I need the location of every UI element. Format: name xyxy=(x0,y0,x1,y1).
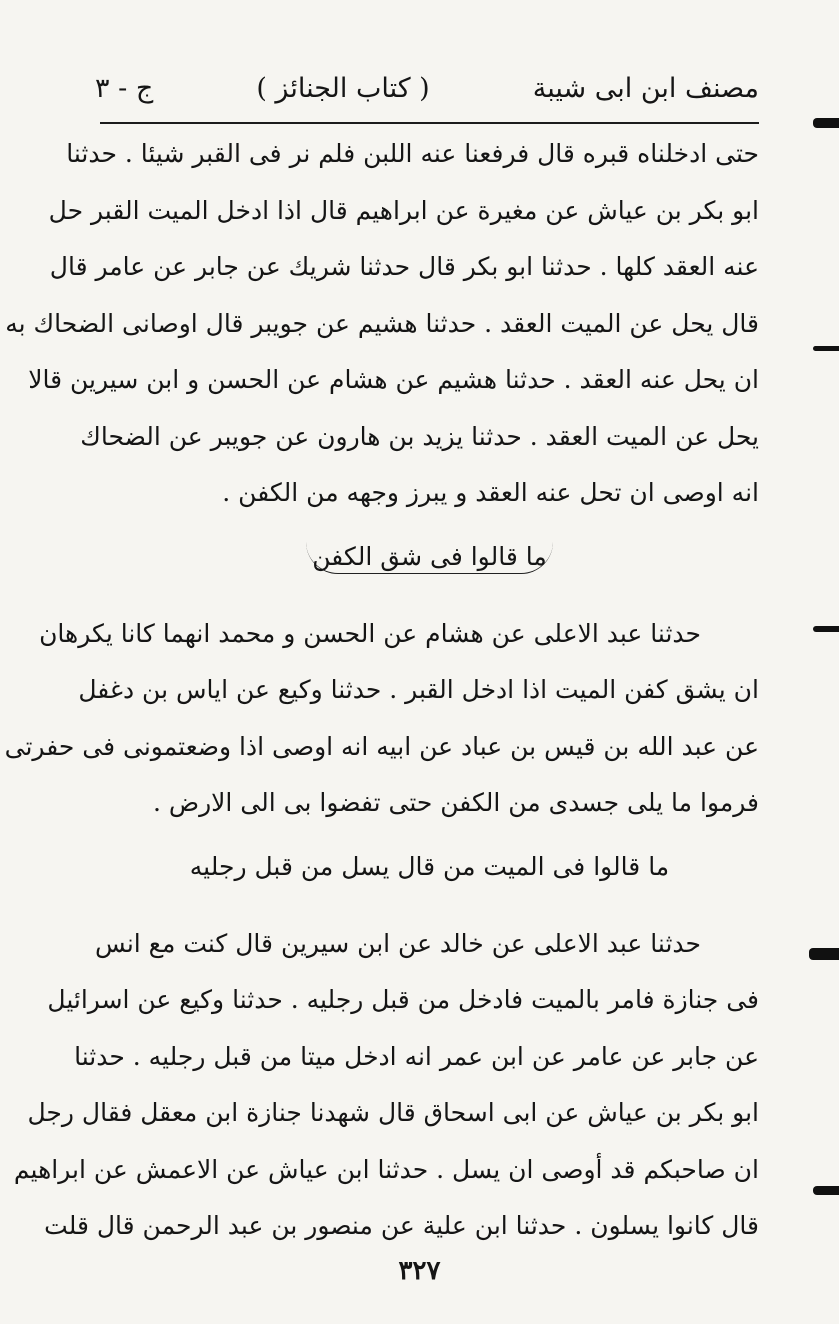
text-line: فى جنازة فامر بالميت فادخل من قبل رجليه . حدثنا وكيع عن اسرائيل xyxy=(47,985,759,1014)
page-header xyxy=(95,62,759,114)
spacer xyxy=(100,902,759,916)
text-line: حدثنا عبد الاعلى عن خالد عن ابن سيرين قال كنت مع انس xyxy=(94,928,701,958)
scan-edge-mark xyxy=(813,1186,839,1195)
text-line: ان يحل عنه العقد . حدثنا هشيم عن هشام عن الحسن و ابن سيرين قالا xyxy=(28,365,759,394)
text-line: حدثنا عبد الاعلى عن هشام عن الحسن و محمد انهما كانا يكرهان xyxy=(39,618,701,648)
text-line: يحل عن الميت العقد . حدثنا يزيد بن هارون عن جويبر عن الضحاك xyxy=(80,421,759,451)
header-rule xyxy=(100,122,759,124)
volume-number: ج - ٣ xyxy=(95,72,154,104)
text-line: عنه العقد كلها . حدثنا ابو بكر قال حدثنا شريك عن جابر عن عامر قال xyxy=(49,252,759,281)
text-line: ان صاحبكم قد أوصى ان يسل . حدثنا ابن عياش عن الاعمش عن ابراهيم xyxy=(13,1154,759,1184)
text-line: ابو بكر بن عياش عن ابى اسحاق قال شهدنا جنازة ابن معقل فقال رجل xyxy=(27,1098,759,1127)
text-line: حتى ادخلناه قبره قال فرفعنا عنه اللبن فلم نر فى القبر شيئا . حدثنا xyxy=(66,139,759,168)
section-heading-2 xyxy=(100,832,759,902)
text-line: فرموا ما يلى جسدى من الكفن حتى تفضوا بى الى الارض . xyxy=(152,788,759,817)
text-line: قال يحل عن الميت العقد . حدثنا هشيم عن جويبر قال اوصانى الضحاك به xyxy=(5,308,759,338)
paragraph-1 xyxy=(5,126,759,522)
scan-edge-mark xyxy=(813,118,839,128)
page-number: ٣٢٧ xyxy=(398,1256,441,1286)
section-heading-1 xyxy=(100,522,759,592)
scan-edge-mark xyxy=(813,626,839,632)
section-heading-text: ما قالوا فى شق الكفن xyxy=(306,542,552,574)
body-text xyxy=(4,126,759,1255)
text-line: انه اوصى ان تحل عنه العقد و يبرز وجهه من الكفن . xyxy=(222,478,759,507)
text-line: عن عبد الله بن قيس بن عباد عن ابيه انه اوصى اذا وضعتمونى فى حفرتى xyxy=(4,731,759,761)
scan-edge-mark xyxy=(813,346,839,351)
scan-edge-mark xyxy=(809,948,839,960)
text-line: ان يشق كفن الميت اذا ادخل القبر . حدثنا وكيع عن اياس بن دغفل xyxy=(78,675,759,704)
section-heading-text: ما قالوا فى الميت من قال يسل من قبل رجليه xyxy=(189,851,670,881)
paragraph-3 xyxy=(13,916,759,1255)
text-line: عن جابر عن عامر عن ابن عمر انه ادخل ميتا من قبل رجليه . حدثنا xyxy=(74,1041,759,1071)
spacer xyxy=(100,592,759,606)
text-line: قال كانوا يسلون . حدثنا ابن علية عن منصور بن عبد الرحمن قال قلت xyxy=(44,1211,759,1240)
text-line: ابو بكر بن عياش عن مغيرة عن ابراهيم قال اذا ادخل الميت القبر حل xyxy=(48,195,759,225)
paragraph-2 xyxy=(4,606,759,832)
chapter-title: ( كتاب الجنائز ) xyxy=(256,72,430,104)
book-title: مصنف ابن ابى شيبة xyxy=(532,72,759,104)
